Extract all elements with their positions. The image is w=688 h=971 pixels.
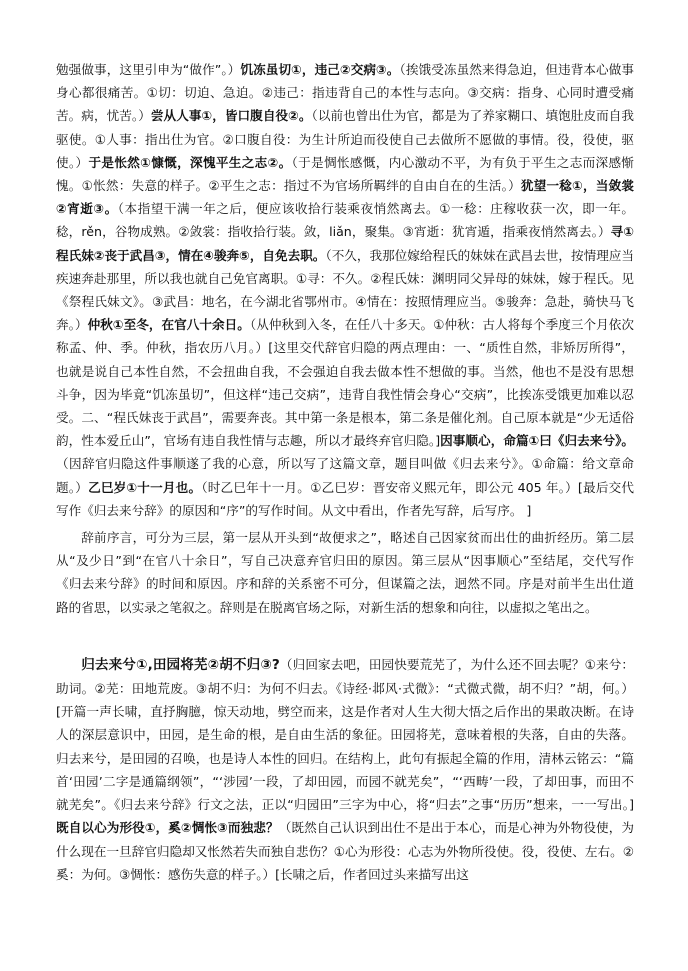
preface-annotation-block <box>56 58 634 522</box>
text-run: （本指望干满一年之后，便应该收拾行装乘夜悄然离去。①一稔：庄稼收获一次，即一年。稔，rěn，谷物成熟。②敛裳：指收拾行装。敛，liǎn，聚集。③宵逝：犹宵遁，指乘夜悄然离去。） <box>56 201 635 240</box>
original-text: 寻①程氏妹②丧于武昌③，情在④骏奔⑤，自免去职。 <box>56 224 635 263</box>
text-run: （以前也曾出仕为官，都是为了养家糊口、填饱肚皮而自我驱使。①人事：指出仕为官。②口腹自役：为生计所迫而役使自己去做所不愿做的事情。役，役使，驱使。） <box>56 108 635 170</box>
text-run: （不久，我那位嫁给程氏的妹妹在武昌去世，按情理应当疾速奔赴那里，所以我也就自己免官离职。①寻：不久。②程氏妹：渊明同父异母的妹妹，嫁于程氏。见《祭程氏妹文》。③武昌：地名，在今湖北省鄂州市。④情在：按照情理应当。⑤骏奔：急赴，骑快马飞奔。） <box>56 247 635 333</box>
section-gap <box>56 619 634 653</box>
document-page <box>56 58 634 886</box>
original-text: 既自以心为形役①，奚②惆怅③而独悲？ <box>56 820 279 836</box>
text-run: （归回家去吧，田园快要荒芜了，为什么还不回去呢？①来兮：助词。②芜：田地荒废。③胡不归：为何不归去。《诗经·邶风·式微》：“式微式微，胡不归？”胡，何。）[开篇一声长啸，直抒胸臆，惊天动地，劈空而来，这是作者对人生大彻大悟之后作出的果敢决断。在诗人的深层意识中，田园，是生命的根，是自由生活的象征。田园将芜，意味着根的失落，自由的失落。归去来兮，是田园的召唤，也是诗人本性的回归。在结构上，此句有振起全篇的作用，清林云铭云：“篇首‘田园’二字是通篇纲领”，“‘涉园’一段，了却田园，而园不就芜矣”，“‘西畴’一段，了却田事，而田不就芜矣”。《归去来兮辞》行文之法，正以“归园田”三字为中心，将“归去”之事“历历”想来，一一写出。] <box>56 656 634 813</box>
text-run: （既然自己认识到出仕不是出于本心，而是心神为外物役使，为什么现在一旦辞官归隐却又怅然若失而独自悲伤？①心为形役：心志为外物所役使。役，役使、左右。②奚：为何。③惆怅：感伤失意的样子。）[长啸之后，作者回过头来描写出这 <box>56 820 634 882</box>
original-text: 于是怅然①慷慨，深愧平生之志②。 <box>88 154 292 170</box>
original-text: 尝从人事①，皆口腹自役②。 <box>150 108 312 124</box>
text-run: （时乙巳年十一月。①乙巳岁：晋安帝义熙元年，即公元 405 年。）[最后交代写作《归去来兮辞》的原因和“序”的写作时间。从文中看出，作者先写辞，后写序。 ] <box>56 479 634 518</box>
original-text: 因事顺心，命篇①曰《归去来兮》。 <box>440 433 634 449</box>
original-text: 仲秋①至冬，在官八十余日。 <box>87 317 250 333</box>
summary-paragraph: 辞前序言，可分为三层，第一层从开头到“故便求之”，略述自己因家贫而出仕的曲折经历。第二层从“及少日”到“在官八十余日”，写自己决意弃官归田的原因。第三层从“因事顺心”至结尾，交代写作《归去来兮辞》的时间和原因。序和辞的关系密不可分，但谋篇之法，迥然不同。序是对前半生出仕道路的省思，以实录之笔叙之。辞则是在脱离官场之际，对新生活的想象和向往，以虚拟之笔出之。 <box>56 530 634 615</box>
text-run: 勉强做事，这里引申为“做作”。） <box>56 62 241 77</box>
text-run: （挨饿受冻虽然来得急迫，但违背本心做事身心都很痛苦。①切：切迫、急迫。②违己：指违背自己的本性与志向。③交病：指身、心同时遭受痛苦。病，忧苦。） <box>56 62 635 124</box>
original-text-lead: 归去来兮①,田园将芜②胡不归③? <box>81 656 280 673</box>
poem-annotation-block <box>56 653 634 886</box>
text-run: （从仲秋到入冬，在任八十多天。①仲秋：古人将每个季度三个月依次称孟、仲、季。仲秋，指农历八月。）[这里交代辞官归隐的两点理由：一、“质性自然，非矫厉所得”，也就是说自己本性自然，不会扭曲自我，不会强迫自我去做本性不想做的事。当然，他也不是没有思想斗争，因为毕竟“饥冻虽切”，但这样“违己交病”，违背自我性情会身心“交病”，比挨冻受饿更加难以忍受。二、“程氏妹丧于武昌”，需要奔丧。其中第一条是根本，第二条是催化剂。自己原本就是“少无适俗韵，性本爱丘山”，官场有违自我性情与志趣，所以才最终弃官归隐。] <box>56 317 634 449</box>
original-text: 乙巳岁①十一月也。 <box>88 479 202 495</box>
text-run: （因辞官归隐这件事顺遂了我的心意，所以写了这篇文章，题目叫做《归去来兮》。①命篇：给文章命题。） <box>56 456 634 495</box>
original-text: 饥冻虽切①，违己②交病③。 <box>240 62 400 77</box>
text-run: （于是惆怅感慨，内心激动不平，为有负于平生之志而深感惭愧。①怅然：失意的样子。②平生之志：指过不为官场所羁绊的自由自在的生活。） <box>56 154 635 194</box>
original-text: 犹望一稔①，当敛裳②宵逝③。 <box>56 178 634 217</box>
